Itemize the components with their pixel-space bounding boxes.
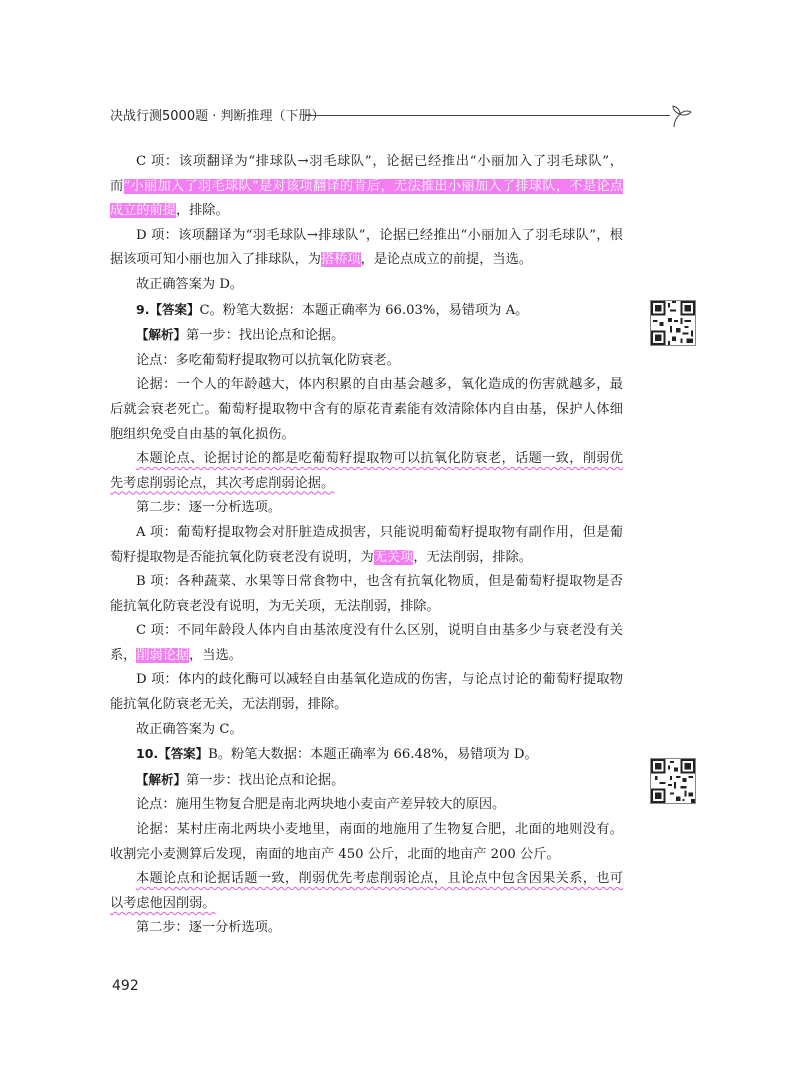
book-title: 决战行测5000题 · 判断推理（下册）	[110, 109, 325, 124]
conclusion-paragraph-2: 故正确答案为 C。	[136, 721, 243, 737]
paragraph-text: D 项：该项翻译为“羽毛球队→排球队”，论据已经推出“小丽加入了羽毛球队”，根据该项可知小丽也加入了排球队，为	[110, 227, 623, 268]
option-c-paragraph	[110, 150, 623, 224]
highlighted-text: “小丽加入了羽毛球队”是对该项翻译的肯后，无法推出小丽加入了排球队，不是论点成立的前提	[110, 178, 624, 219]
paragraph-text: ，无法削弱，排除。	[413, 549, 532, 565]
sprout-icon	[666, 100, 696, 128]
step-two-paragraph-2: 第二步：逐一分析选项。	[136, 920, 282, 936]
highlighted-text: 搭桥项	[321, 252, 361, 268]
paragraph-text: C 项：不同年龄段人体内自由基浓度没有什么区别，说明自由基多少与衰老没有关系，	[110, 623, 623, 663]
option-d-paragraph-2: D 项：体内的歧化酶可以减轻自由基氧化造成的伤害，与论点讨论的葡萄籽提取物能抗氧化防衰老无关，无法削弱，排除。	[110, 672, 623, 713]
paragraph-text: ，排除。	[175, 203, 229, 219]
qr-code-icon[interactable]	[650, 300, 696, 346]
argument-point-paragraph-2: 论点：施用生物复合肥是南北两块地小麦亩产差异较大的原因。	[136, 797, 506, 813]
analysis-9-line	[110, 323, 623, 349]
option-a-paragraph	[110, 521, 623, 570]
answer-text: B。粉笔大数据：本题正确率为 66.48%，易错项为 D。	[208, 747, 538, 763]
header-rule	[305, 115, 670, 116]
option-c-paragraph-2	[110, 619, 623, 668]
analysis-label: 【解析】	[136, 771, 187, 787]
wavy-underlined-text: 本题论点和论据话题一致，削弱优先考虑削弱论点，且论点中包含因果关系，也可以考虑他因削弱。	[110, 871, 623, 911]
analysis-label: 【解析】	[136, 327, 187, 343]
argument-evidence-paragraph: 论据：一个人的年龄越大，体内积累的自由基会越多，氧化造成的伤害就越多，最后就会衰老死亡。葡萄籽提取物中含有的原花青素能有效清除体内自由基，保护人体细胞组织免受自由基的氧化损伤。	[110, 377, 623, 442]
running-header	[110, 100, 700, 128]
argument-point-paragraph: 论点：多吃葡萄籽提取物可以抗氧化防衰老。	[136, 352, 400, 368]
answer-label: 10.【答案】	[136, 746, 209, 762]
highlighted-text: 削弱论据	[136, 647, 190, 663]
underlined-note-paragraph-2	[110, 867, 623, 916]
argument-evidence-paragraph-2: 论据：某村庄南北两块小麦地里，南面的地施用了生物复合肥，北面的地则没有。收割完小麦测算后发现，南面的地亩产 450 公斤，北面的地亩产 200 公斤。	[110, 822, 623, 862]
analysis-10-line	[110, 768, 623, 794]
answer-explanation-body	[110, 150, 623, 941]
analysis-text: 第一步：找出论点和论据。	[186, 772, 345, 788]
paragraph-text: A 项：葡萄籽提取物会对肝脏造成损害，只能说明葡萄籽提取物有副作用，但是葡萄籽提取物是否能抗氧化防衰老没有说明，为	[110, 524, 623, 565]
paragraph-text: C 项：该项翻译为“排球队→羽毛球队”，论据已经推出“小丽加入了羽毛球队”，而	[110, 154, 623, 194]
highlighted-text: 无关项	[373, 549, 414, 565]
underlined-note-paragraph	[110, 447, 623, 496]
page-number: 492	[112, 978, 139, 994]
paragraph-text: ，当选。	[189, 647, 242, 663]
option-d-paragraph	[110, 224, 623, 273]
analysis-text: 第一步：找出论点和论据。	[186, 328, 345, 344]
answer-10-line	[110, 742, 623, 768]
answer-9-line	[110, 298, 623, 324]
paragraph-text: ，是论点成立的前提，当选。	[360, 252, 532, 268]
wavy-underlined-text: 本题论点、论据讨论的都是吃葡萄籽提取物可以抗氧化防衰老，话题一致，削弱优先考虑削弱论点，其次考虑削弱论据。	[110, 451, 623, 491]
conclusion-paragraph: 故正确答案为 D。	[136, 276, 244, 292]
option-b-paragraph: B 项：各种蔬菜、水果等日常食物中，也含有抗氧化物质，但是葡萄籽提取物是否能抗氧化防衰老没有说明，为无关项，无法削弱，排除。	[110, 574, 623, 614]
answer-label: 9.【答案】	[136, 301, 200, 317]
step-two-paragraph: 第二步：逐一分析选项。	[136, 500, 282, 516]
answer-text: C。粉笔大数据：本题正确率为 66.03%，易错项为 A。	[199, 302, 529, 318]
qr-code-icon[interactable]	[650, 758, 696, 804]
